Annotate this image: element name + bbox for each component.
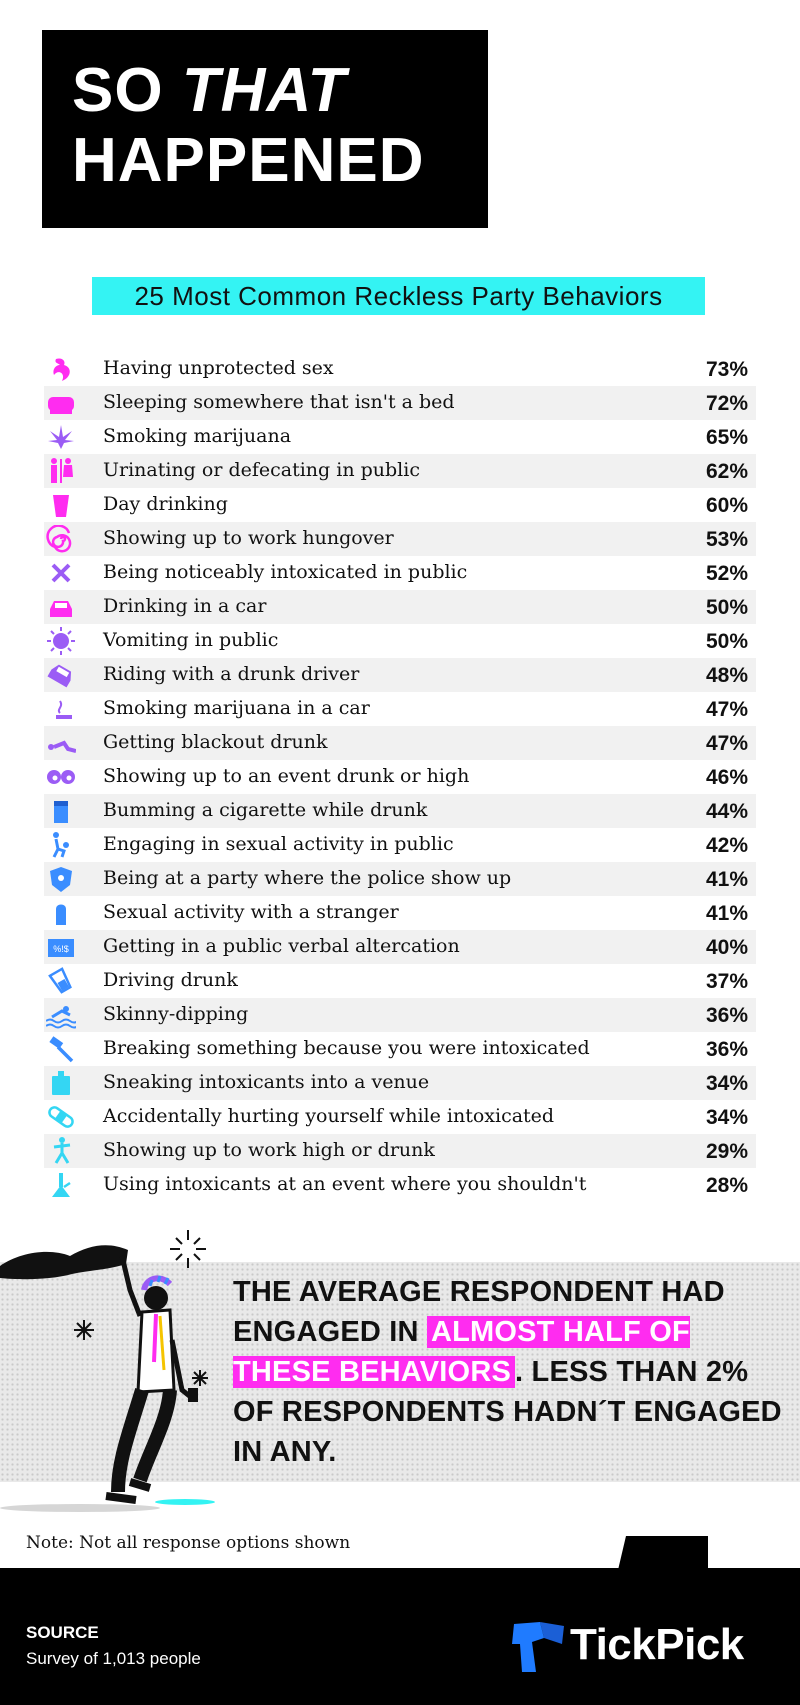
spilled-drink-icon — [46, 967, 76, 995]
row-label: Showing up to an event drunk or high — [103, 765, 470, 787]
table-row — [44, 726, 756, 760]
table-row — [44, 1032, 756, 1066]
row-label: Smoking marijuana in a car — [103, 697, 370, 719]
row-percentage: 48% — [705, 664, 748, 687]
table-row — [44, 1168, 756, 1202]
table-row — [44, 998, 756, 1032]
bong-icon — [46, 1171, 76, 1199]
table-row — [44, 420, 756, 454]
row-percentage: 29% — [705, 1140, 748, 1163]
row-label: Having unprotected sex — [103, 357, 334, 379]
table-row — [44, 386, 756, 420]
table-row — [44, 964, 756, 998]
row-label: Riding with a drunk driver — [103, 663, 360, 685]
table-row — [44, 896, 756, 930]
row-label: Sexual activity with a stranger — [103, 901, 399, 923]
table-row — [44, 794, 756, 828]
row-label: Breaking something because you were intoxicated — [103, 1037, 590, 1059]
table-row — [44, 760, 756, 794]
row-percentage: 37% — [705, 970, 748, 993]
table-row — [44, 352, 756, 386]
table-row — [44, 828, 756, 862]
table-row — [44, 624, 756, 658]
svg-text:%!$: %!$ — [53, 944, 69, 954]
flask-icon — [46, 1069, 76, 1097]
table-row — [44, 488, 756, 522]
footer-notch — [618, 1536, 708, 1570]
banana-icon — [46, 355, 76, 383]
row-percentage: 52% — [705, 562, 748, 585]
police-badge-icon — [46, 865, 76, 893]
row-percentage: 60% — [705, 494, 748, 517]
lying-person-icon — [46, 729, 76, 757]
row-label: Using intoxicants at an event where you shouldn't — [103, 1173, 587, 1195]
table-row — [44, 522, 756, 556]
row-label: Being at a party where the police show up — [103, 867, 512, 889]
restroom-icon — [46, 457, 76, 485]
row-percentage: 62% — [705, 460, 748, 483]
car-icon — [46, 593, 76, 621]
row-percentage: 36% — [705, 1038, 748, 1061]
row-label: Getting blackout drunk — [103, 731, 328, 753]
row-percentage: 50% — [705, 596, 748, 619]
row-percentage: 34% — [705, 1072, 748, 1095]
splat-icon — [46, 627, 76, 655]
row-label: Sleeping somewhere that isn't a bed — [103, 391, 455, 413]
row-label: Drinking in a car — [103, 595, 267, 617]
swimmer-icon — [46, 1001, 76, 1029]
stumbling-person-icon — [46, 1137, 76, 1165]
row-label: Bumming a cigarette while drunk — [103, 799, 428, 821]
row-label: Showing up to work high or drunk — [103, 1139, 435, 1161]
row-label: Vomiting in public — [103, 629, 279, 651]
row-label: Sneaking intoxicants into a venue — [103, 1071, 430, 1093]
bandage-icon — [46, 1103, 76, 1131]
table-row — [44, 1134, 756, 1168]
row-label: Day drinking — [103, 493, 228, 515]
table-row — [44, 590, 756, 624]
row-percentage: 65% — [705, 426, 748, 449]
row-percentage: 41% — [705, 868, 748, 891]
source-text: Survey of 1,013 people — [26, 1649, 201, 1668]
title-block — [42, 30, 488, 228]
footer — [0, 1568, 800, 1705]
row-label: Engaging in sexual activity in public — [103, 833, 454, 855]
spiral-icon — [46, 525, 76, 553]
table-row — [44, 692, 756, 726]
row-percentage: 40% — [705, 936, 748, 959]
hammer-icon — [46, 1035, 76, 1063]
row-percentage: 44% — [705, 800, 748, 823]
brand-name: TickPick — [570, 1620, 744, 1669]
row-percentage: 36% — [705, 1004, 748, 1027]
source-label: SOURCE — [26, 1623, 99, 1642]
row-label: Showing up to work hungover — [103, 527, 394, 549]
behaviors-table — [44, 352, 756, 1202]
chart-title: 25 Most Common Reckless Party Behaviors — [92, 277, 705, 315]
title-line-2: HAPPENED — [72, 126, 425, 195]
row-percentage: 42% — [705, 834, 748, 857]
cigarette-pack-icon — [46, 797, 76, 825]
row-percentage: 46% — [705, 766, 748, 789]
table-row — [44, 454, 756, 488]
row-percentage: 72% — [705, 392, 748, 415]
tilted-car-icon — [46, 661, 76, 689]
x-icon — [46, 559, 76, 587]
table-row — [44, 930, 756, 964]
table-row — [44, 1100, 756, 1134]
row-label: Urinating or defecating in public — [103, 459, 420, 481]
table-row — [44, 862, 756, 896]
row-percentage: 73% — [705, 358, 748, 381]
table-row — [44, 556, 756, 590]
cup-icon — [46, 491, 76, 519]
row-label: Skinny-dipping — [103, 1003, 249, 1025]
row-percentage: 53% — [705, 528, 748, 551]
table-row — [44, 658, 756, 692]
couch-icon — [46, 389, 76, 417]
condom-icon — [46, 899, 76, 927]
footnote: Note: Not all response options shown — [26, 1533, 351, 1553]
cursing-sign-icon — [46, 933, 76, 961]
row-percentage: 34% — [705, 1106, 748, 1129]
row-label: Being noticeably intoxicated in public — [103, 561, 468, 583]
row-percentage: 50% — [705, 630, 748, 653]
row-percentage: 47% — [705, 698, 748, 721]
row-label: Driving drunk — [103, 969, 238, 991]
table-row — [44, 1066, 756, 1100]
row-label: Getting in a public verbal altercation — [103, 935, 460, 957]
title-line-1: SO THAT — [72, 56, 347, 125]
party-figure-illustration — [0, 1230, 230, 1520]
row-percentage: 41% — [705, 902, 748, 925]
smoke-icon — [46, 695, 76, 723]
callout-highlight: ALMOST HALF OF THESE BEHAVIORS — [233, 1316, 690, 1388]
cannabis-leaf-icon — [46, 423, 76, 451]
callout-statement: THE AVERAGE RESPONDENT HAD ENGAGED IN ALMOST HALF OF THESE BEHAVIORS . LESS THAN 2% OF RESPONDENTS HADN´T ENGAGED IN ANY. — [233, 1276, 782, 1468]
row-percentage: 28% — [705, 1174, 748, 1197]
row-label: Smoking marijuana — [103, 425, 292, 447]
eyes-icon — [46, 763, 76, 791]
row-label: Accidentally hurting yourself while intoxicated — [103, 1105, 555, 1127]
title-emphasis: THAT — [181, 56, 347, 125]
couple-icon — [46, 831, 76, 859]
row-percentage: 47% — [705, 732, 748, 755]
tickpick-logo-icon — [510, 1618, 568, 1676]
